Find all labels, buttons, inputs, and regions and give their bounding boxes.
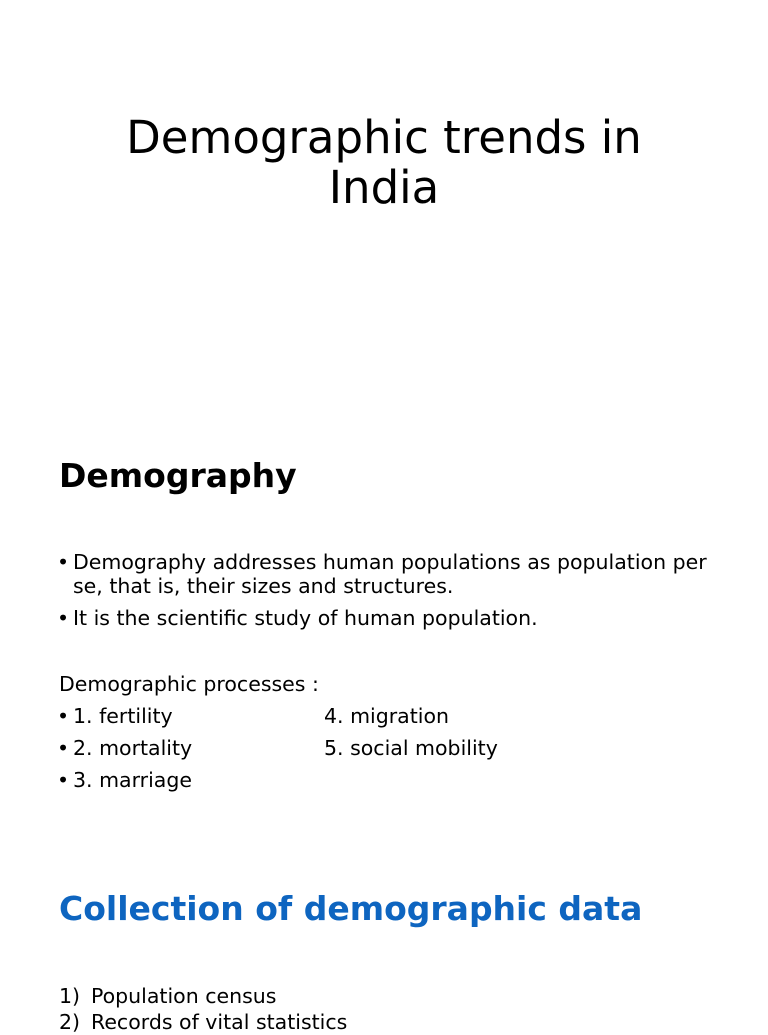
process-row [57, 736, 657, 768]
bullet-glyph: • [57, 550, 70, 574]
process-left: 3. marriage [73, 768, 192, 792]
slide-collection [0, 860, 768, 1034]
process-right: 4. migration [324, 704, 450, 728]
processes-label: Demographic processes : [59, 672, 319, 696]
list-number: 2) [59, 1010, 81, 1034]
process-left: 1. fertility [73, 704, 173, 728]
demography-bullets [57, 550, 717, 638]
process-list [57, 704, 657, 800]
list-text: Records of vital statistics [91, 1010, 348, 1034]
slide-title-heading [0, 113, 768, 213]
list-item [59, 983, 347, 1009]
bullet-glyph: • [57, 736, 70, 760]
title-line-1: Demographic trends in [126, 111, 642, 164]
collection-list [59, 983, 347, 1035]
bullet-text: It is the scientific study of human population. [73, 606, 538, 630]
bullet-text: Demography addresses human populations as population per se, that is, their sizes and structures. [73, 550, 707, 598]
slide-title [0, 0, 768, 430]
process-row [57, 704, 657, 736]
bullet-glyph: • [57, 606, 70, 630]
bullet-item [57, 550, 717, 598]
slide-demography [0, 430, 768, 860]
bullet-glyph: • [57, 768, 70, 792]
list-item [59, 1009, 347, 1035]
list-number: 1) [59, 984, 81, 1008]
title-line-2: India [328, 161, 440, 214]
demography-heading: Demography [59, 456, 297, 495]
bullet-item [57, 606, 717, 630]
collection-heading: Collection of demographic data [59, 889, 643, 928]
bullet-glyph: • [57, 704, 70, 728]
process-row [57, 768, 657, 800]
list-text: Population census [91, 984, 277, 1008]
process-left: 2. mortality [73, 736, 193, 760]
process-right: 5. social mobility [324, 736, 498, 760]
